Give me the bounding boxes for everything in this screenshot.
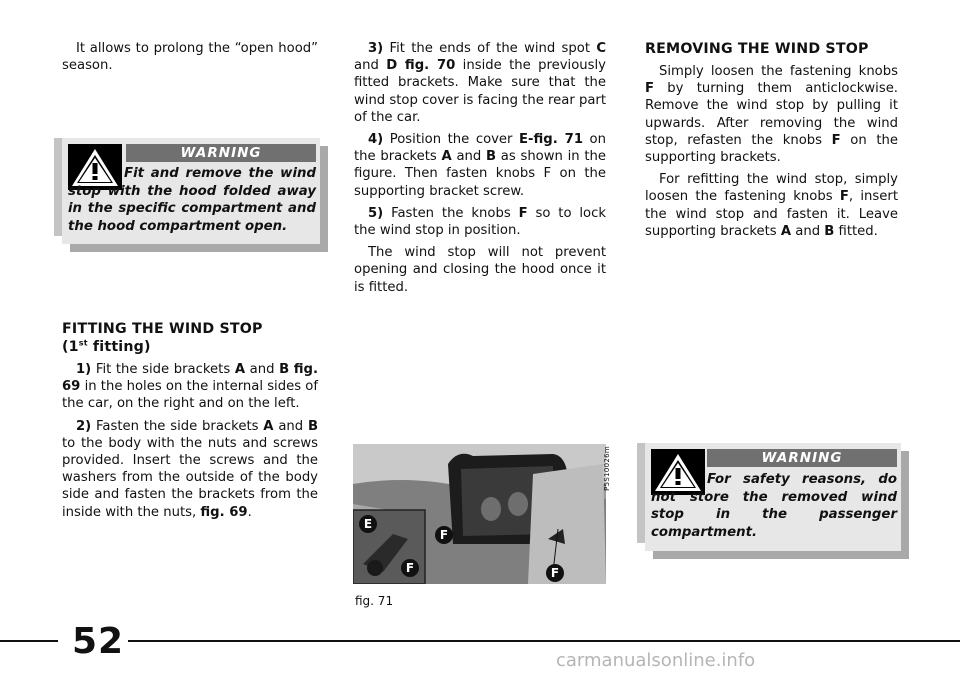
closing-paragraph: The wind stop will not prevent opening and closing the hood once it is fitted. <box>354 245 606 295</box>
removing-paragraph: Simply loosen the fastening knobs F by turning them anticlockwise. Remove the wind stop by pulling it upwards. After removing the wind stop, refasten the knobs F on the supporting brackets. <box>645 64 898 166</box>
column-1 <box>62 40 318 74</box>
callout-F: F <box>435 526 453 544</box>
step-4: 4) Position the cover E-fig. 71 on the brackets A and B as shown in the figure. Then fasten knobs F on the supporting bracket screw. <box>354 132 606 199</box>
column-2 <box>354 40 606 296</box>
column-1-fitting <box>62 320 318 521</box>
callout-F: F <box>546 564 564 582</box>
footer-rule-left <box>0 640 58 642</box>
column-3 <box>645 40 898 240</box>
footer-rule-right <box>128 640 960 642</box>
figure-71-photo <box>353 444 606 584</box>
step-5: 5) Fasten the knobs F so to lock the wind stop in position. <box>354 205 607 239</box>
removing-heading: REMOVING THE WIND STOP <box>645 41 869 57</box>
wind-stop-illustration <box>353 444 606 584</box>
figure-code: P5S10026m <box>603 446 611 491</box>
step-2: 2) Fasten the side brackets A and B to the body with the nuts and screws provided. Insert the screws and the washers from the outside of the body side and fasten the brackets from the inside with the nuts, fig. 69. <box>62 418 318 520</box>
warning-label: WARNING <box>707 449 897 467</box>
fitting-heading: FITTING THE WIND STOP (1st fitting) <box>62 321 263 355</box>
intro-paragraph: It allows to prolong the “open hood” season. <box>62 41 318 74</box>
page-number: 52 <box>72 621 125 662</box>
warning-label: WARNING <box>126 144 316 162</box>
warning-box-2 <box>645 443 901 551</box>
warning-text: For safety reasons, do not store the removed wind stop in the passenger compartment. <box>651 472 897 540</box>
figure-caption: fig. 71 <box>355 594 394 608</box>
warning-text: Fit and remove the wind stop with the hood folded away in the specific compartment and the hood compartment open. <box>68 166 316 234</box>
callout-E: E <box>359 515 377 533</box>
refitting-paragraph: For refitting the wind stop, simply loosen the fastening knobs F, insert the wind stop and fasten it. Leave supporting brackets A and B fitted. <box>645 172 898 239</box>
watermark: carmanualsonline.info <box>556 650 756 671</box>
warning-box-1 <box>62 138 320 244</box>
step-1: 1) Fit the side brackets A and B fig. 69 in the holes on the internal sides of the car, on the right and on the left. <box>62 362 318 412</box>
step-3: 3) Fit the ends of the wind spot C and D fig. 70 inside the previously fitted brackets. Make sure that the wind stop cover is facing the rear part of the car. <box>354 41 606 125</box>
callout-F: F <box>401 559 419 577</box>
